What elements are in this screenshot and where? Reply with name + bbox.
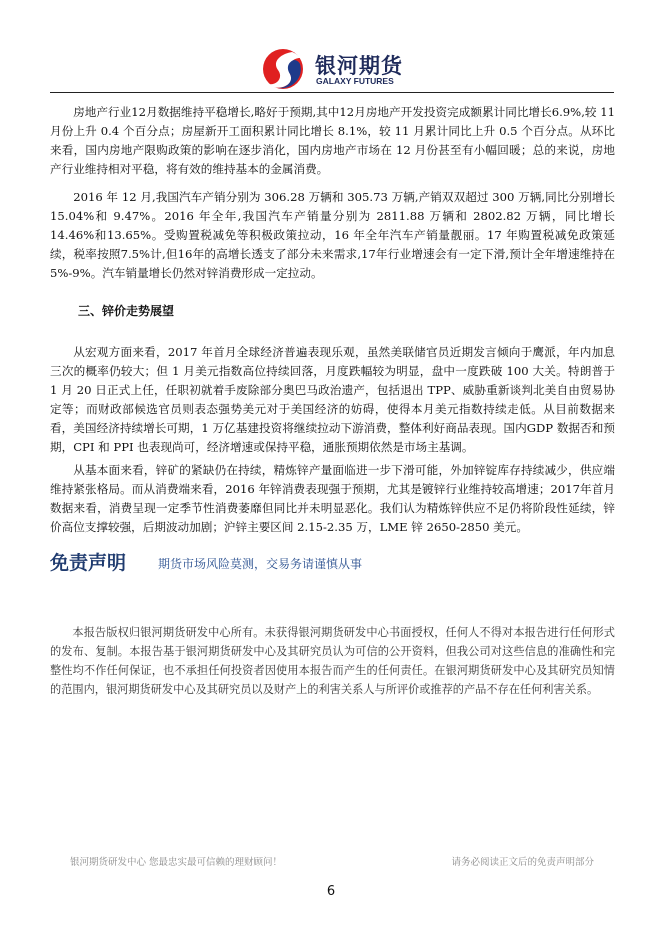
paragraph-real-estate: 房地产行业12月数据维持平稳增长,略好于预期,其中12月房地产开发投资完成额累计同比增长6.9%,较 11 月份上升 0.4 个百分点；房屋新开工面积累计同比增长 8.1%，较 11 月累计同比上升 0.5 个百分点。从环比来看，国内房地产限购政策的影响在逐步消化，国内房地产市场在 12 月份甚至有小幅回暖；总的来说，房地产行业维持相对平稳，将有效的维持基本的金属消费。 xyxy=(50,105,615,176)
disclaimer-text: 本报告版权归银河期货研发中心所有。未获得银河期货研发中心书面授权，任何人不得对本报告进行任何形式的发布、复制。本报告基于银河期货研发中心及其研究员认为可信的公开资料，但我公司对这些信息的准确性和完整性均不作任何保证，也不承担任何投资者因使用本报告而产生的任何责任。在银河期货研发中心及其研究员知情的范围内，银河期货研发中心及其研究员以及财产上的利害关系人与所评价或推荐的产品不存在任何利害关系。 xyxy=(50,626,615,696)
footer-left: 银河期货研发中心 您最忠实最可信赖的理财顾问！ xyxy=(70,857,283,868)
footer-right: 请务必阅读正文后的免责声明部分 xyxy=(451,857,594,868)
galaxy-futures-logo xyxy=(262,48,412,90)
paragraph-auto: 2016 年 12 月,我国汽车产销分别为 306.28 万辆和 305.73 万辆,产销双双超过 300 万辆,同比分别增长15.04%和 9.47%。2016 年全年,我国汽车产销量分别为 2811.88 万辆和 2802.82 万辆，同比增长 14.46%和13.65%。受购置税减免等积极政策拉动，16 年全年汽车产销量靓丽。17 年购置税减免政策延续，税率按照7.5%计,但16年的高增长透支了部分未来需求,17年行业增速会有一定下滑,预计全年增速维持在5%-9%。汽车销量增长仍然对锌消费形成一定拉动。 xyxy=(50,190,615,280)
disclaimer-title: 免责声明 xyxy=(50,552,127,574)
header-divider xyxy=(50,92,614,93)
logo-mark-icon xyxy=(262,48,304,90)
paragraph-macro: 从宏观方面来看，2017 年首月全球经济普遍表现乐观，虽然美联储官员近期发言倾向于鹰派，年内加息三次的概率仍较大；但 1 月美元指数高位持续回落，月度跌幅较为明显，盘中一度跌破 100 大关。特朗普于 1 月 20 日正式上任，任职初就着手废除部分奥巴马政治遗产，包括退出 TPP、威胁重新谈判北美自由贸易协定等；而财政部候选官员则表态强势美元对于美国经济的妨碍，使得本月美元指数持续走低。从目前数据来看，美国经济持续增长可期，1 万亿基建投资将继续拉动下游消费，整体利好商品表现。国内GDP 数据否和预期，CPI 和 PPI 也表现尚可，经济增速或保持平稳，通胀预期依然是市场主基调。 xyxy=(50,345,615,454)
logo-text-en: GALAXY FUTURES xyxy=(316,76,394,86)
section-heading: 三、锌价走势展望 xyxy=(78,304,175,318)
paragraph-fundamentals: 从基本面来看，锌矿的紧缺仍在持续，精炼锌产量面临进一步下滑可能，外加锌锭库存持续减少，供应端维持紧张格局。而从消费端来看，2016 年锌消费表现强于预期，尤其是镀锌行业维持较高增速；2017年首月数据来看，消费呈现一定季节性消费萎靡但同比并未明显恶化。我们认为精炼锌供应不足仍将阶段性延续，锌价高位支撑较强，后期波动加剧；沪锌主要区间 2.15-2.35 万，LME 锌 2650-2850 美元。 xyxy=(50,463,615,534)
page-number: 6 xyxy=(326,884,336,899)
disclaimer-subtitle: 期货市场风险莫测，交易务请谨慎从事 xyxy=(158,557,363,571)
logo-text-cn: 银河期货 xyxy=(315,54,403,78)
